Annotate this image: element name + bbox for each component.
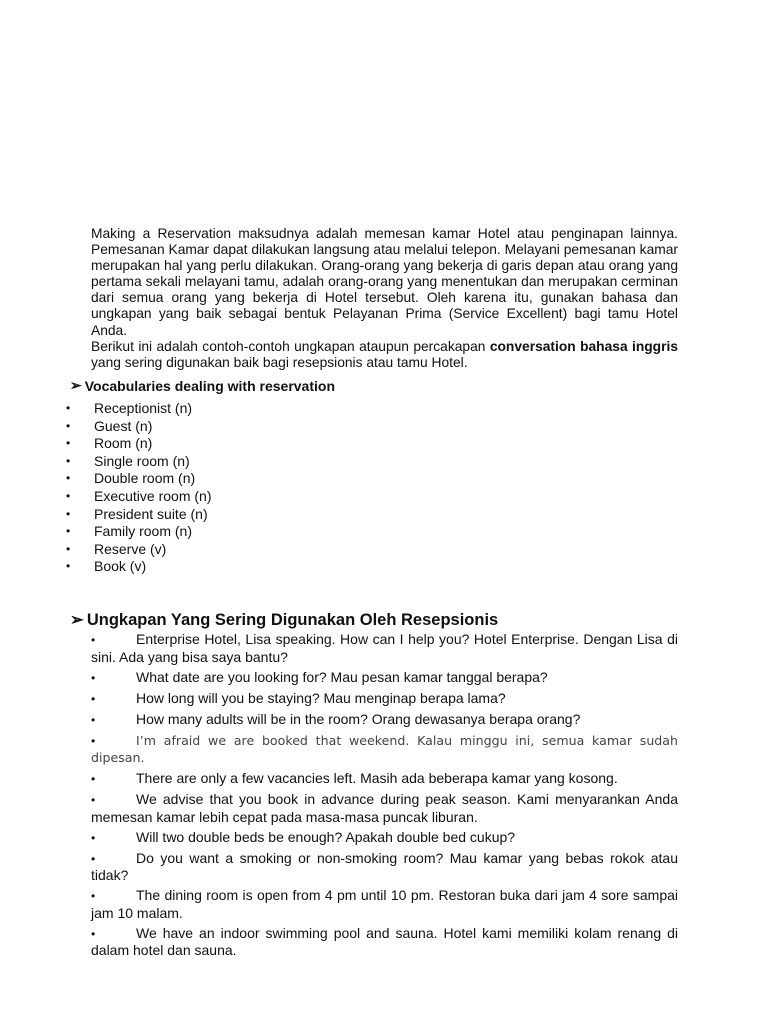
phrase-text: There are only a few vacancies left. Masih ada beberapa kamar yang kosong.: [136, 770, 618, 787]
bullet-icon: •: [91, 926, 96, 941]
bullet-icon: •: [91, 830, 96, 845]
vocab-term: Reserve (v): [94, 540, 167, 557]
list-item: [91, 770, 678, 788]
list-item: [91, 631, 678, 665]
phrase-text: Will two double beds be enough? Apakah double bed cukup?: [136, 828, 516, 845]
phrase-text: Enterprise Hotel, Lisa speaking. How can I help you? Hotel Enterprise. Dengan Lisa di sini. Ada yang bisa saya bantu?: [91, 631, 678, 665]
intro-paragraph-1: Making a Reservation maksudnya adalah memesan kamar Hotel atau penginapan lainnya. Pemesanan Kamar dapat dilakukan langsung atau melalui telepon. Melayani pemesanan kamar merupakan hal yang perlu dilakukan. Orang-orang yang bekerja di garis depan atau orang yang pertama sekali melayani tamu, adalah orang-orang yang menentukan dan merupakan cerminan dari semua orang yang bekerja di Hotel tersebut. Oleh karena itu, gunakan bahasa dan ungkapan yang baik sebagai bentuk Pelayanan Prima (Service Excellent) bagi tamu Hotel Anda.: [91, 226, 678, 338]
phrase-text: How long will you be staying? Mau menginap berapa lama?: [136, 689, 506, 706]
phrase-text: We have an indoor swimming pool and sauna. Hotel kami memiliki kolam renang di dalam hotel dan sauna.: [91, 924, 678, 959]
list-item: [66, 418, 211, 436]
vocab-heading: [70, 377, 335, 394]
bullet-icon: •: [66, 524, 71, 539]
vocab-term: Guest (n): [94, 417, 153, 434]
list-item: [91, 732, 678, 767]
phrases-heading-title: Ungkapan Yang Sering Digunakan Oleh Resepsionis: [86, 610, 499, 629]
bullet-icon: •: [91, 691, 96, 706]
phrase-text: How many adults will be in the room? Orang dewasanya berapa orang?: [136, 710, 581, 727]
bullet-icon: •: [66, 559, 71, 574]
list-item: [66, 435, 211, 453]
bullet-icon: •: [91, 712, 96, 727]
vocab-term: Receptionist (n): [94, 400, 193, 416]
vocab-term: President suite (n): [94, 505, 208, 522]
phrase-text: Do you want a smoking or non-smoking room? Mau kamar yang bebas rokok atau tidak?: [91, 849, 678, 884]
list-item: [66, 558, 211, 576]
bullet-icon: •: [91, 772, 96, 787]
list-item: [66, 470, 211, 488]
bullet-icon: •: [91, 889, 96, 904]
bullet-icon: •: [91, 733, 96, 748]
list-item: [66, 523, 211, 541]
phrase-text: The dining room is open from 4 pm until 10 pm. Restoran buka dari jam 4 sore sampai jam 10 malam.: [91, 887, 678, 921]
phrases-heading: [70, 610, 498, 630]
vocab-term: Executive room (n): [94, 487, 212, 504]
phrases-list: [91, 631, 678, 962]
intro-paragraph-2-bold: conversation bahasa inggris: [489, 338, 678, 354]
list-item: [91, 669, 678, 687]
list-item: [91, 791, 678, 825]
bullet-icon: •: [91, 670, 96, 685]
bullet-icon: •: [66, 453, 71, 468]
phrase-text: I’m afraid we are booked that weekend. Kalau minggu ini, semua kamar sudah dipesan.: [91, 732, 678, 766]
bullet-icon: •: [66, 436, 71, 451]
intro-text: [91, 226, 678, 371]
arrow-bullet-icon: ➢: [70, 377, 82, 393]
bullet-icon: •: [66, 471, 71, 486]
vocab-term: Double room (n): [94, 470, 196, 487]
list-item: [91, 850, 678, 884]
bullet-icon: •: [66, 418, 71, 433]
list-item: [66, 453, 211, 471]
vocab-list: [66, 400, 211, 576]
list-item: [91, 925, 678, 959]
vocab-term: Family room (n): [94, 523, 193, 540]
list-item: [91, 690, 678, 708]
bullet-icon: •: [66, 541, 71, 556]
bullet-icon: •: [91, 793, 96, 808]
list-item: [66, 400, 211, 418]
intro-paragraph-2-end: yang sering digunakan baik bagi resepsionis atau tamu Hotel.: [91, 354, 468, 370]
list-item: [66, 488, 211, 506]
vocab-term: Room (n): [94, 435, 153, 452]
list-item: [91, 887, 678, 921]
vocab-heading-title: Vocabularies dealing with reservation: [84, 377, 335, 394]
list-item: [91, 711, 678, 729]
intro-paragraph-2-start: Berikut ini adalah contoh-contoh ungkapan ataupun percakapan: [91, 338, 490, 354]
vocab-term: Book (v): [94, 558, 147, 575]
bullet-icon: •: [91, 851, 96, 866]
list-item: [66, 506, 211, 524]
arrow-bullet-icon: ➢: [70, 611, 84, 629]
intro-paragraph-2: [91, 339, 678, 371]
list-item: [66, 541, 211, 559]
phrase-text: We advise that you book in advance during peak season. Kami menyarankan Anda memesan kamar lebih cepat pada masa-masa puncak liburan.: [91, 791, 678, 825]
vocab-term: Single room (n): [94, 452, 190, 469]
phrase-text: What date are you looking for? Mau pesan kamar tanggal berapa?: [136, 668, 548, 685]
bullet-icon: •: [66, 506, 71, 521]
bullet-icon: •: [66, 488, 71, 503]
bullet-icon: •: [66, 401, 71, 415]
bullet-icon: •: [91, 633, 96, 647]
list-item: [91, 829, 678, 847]
